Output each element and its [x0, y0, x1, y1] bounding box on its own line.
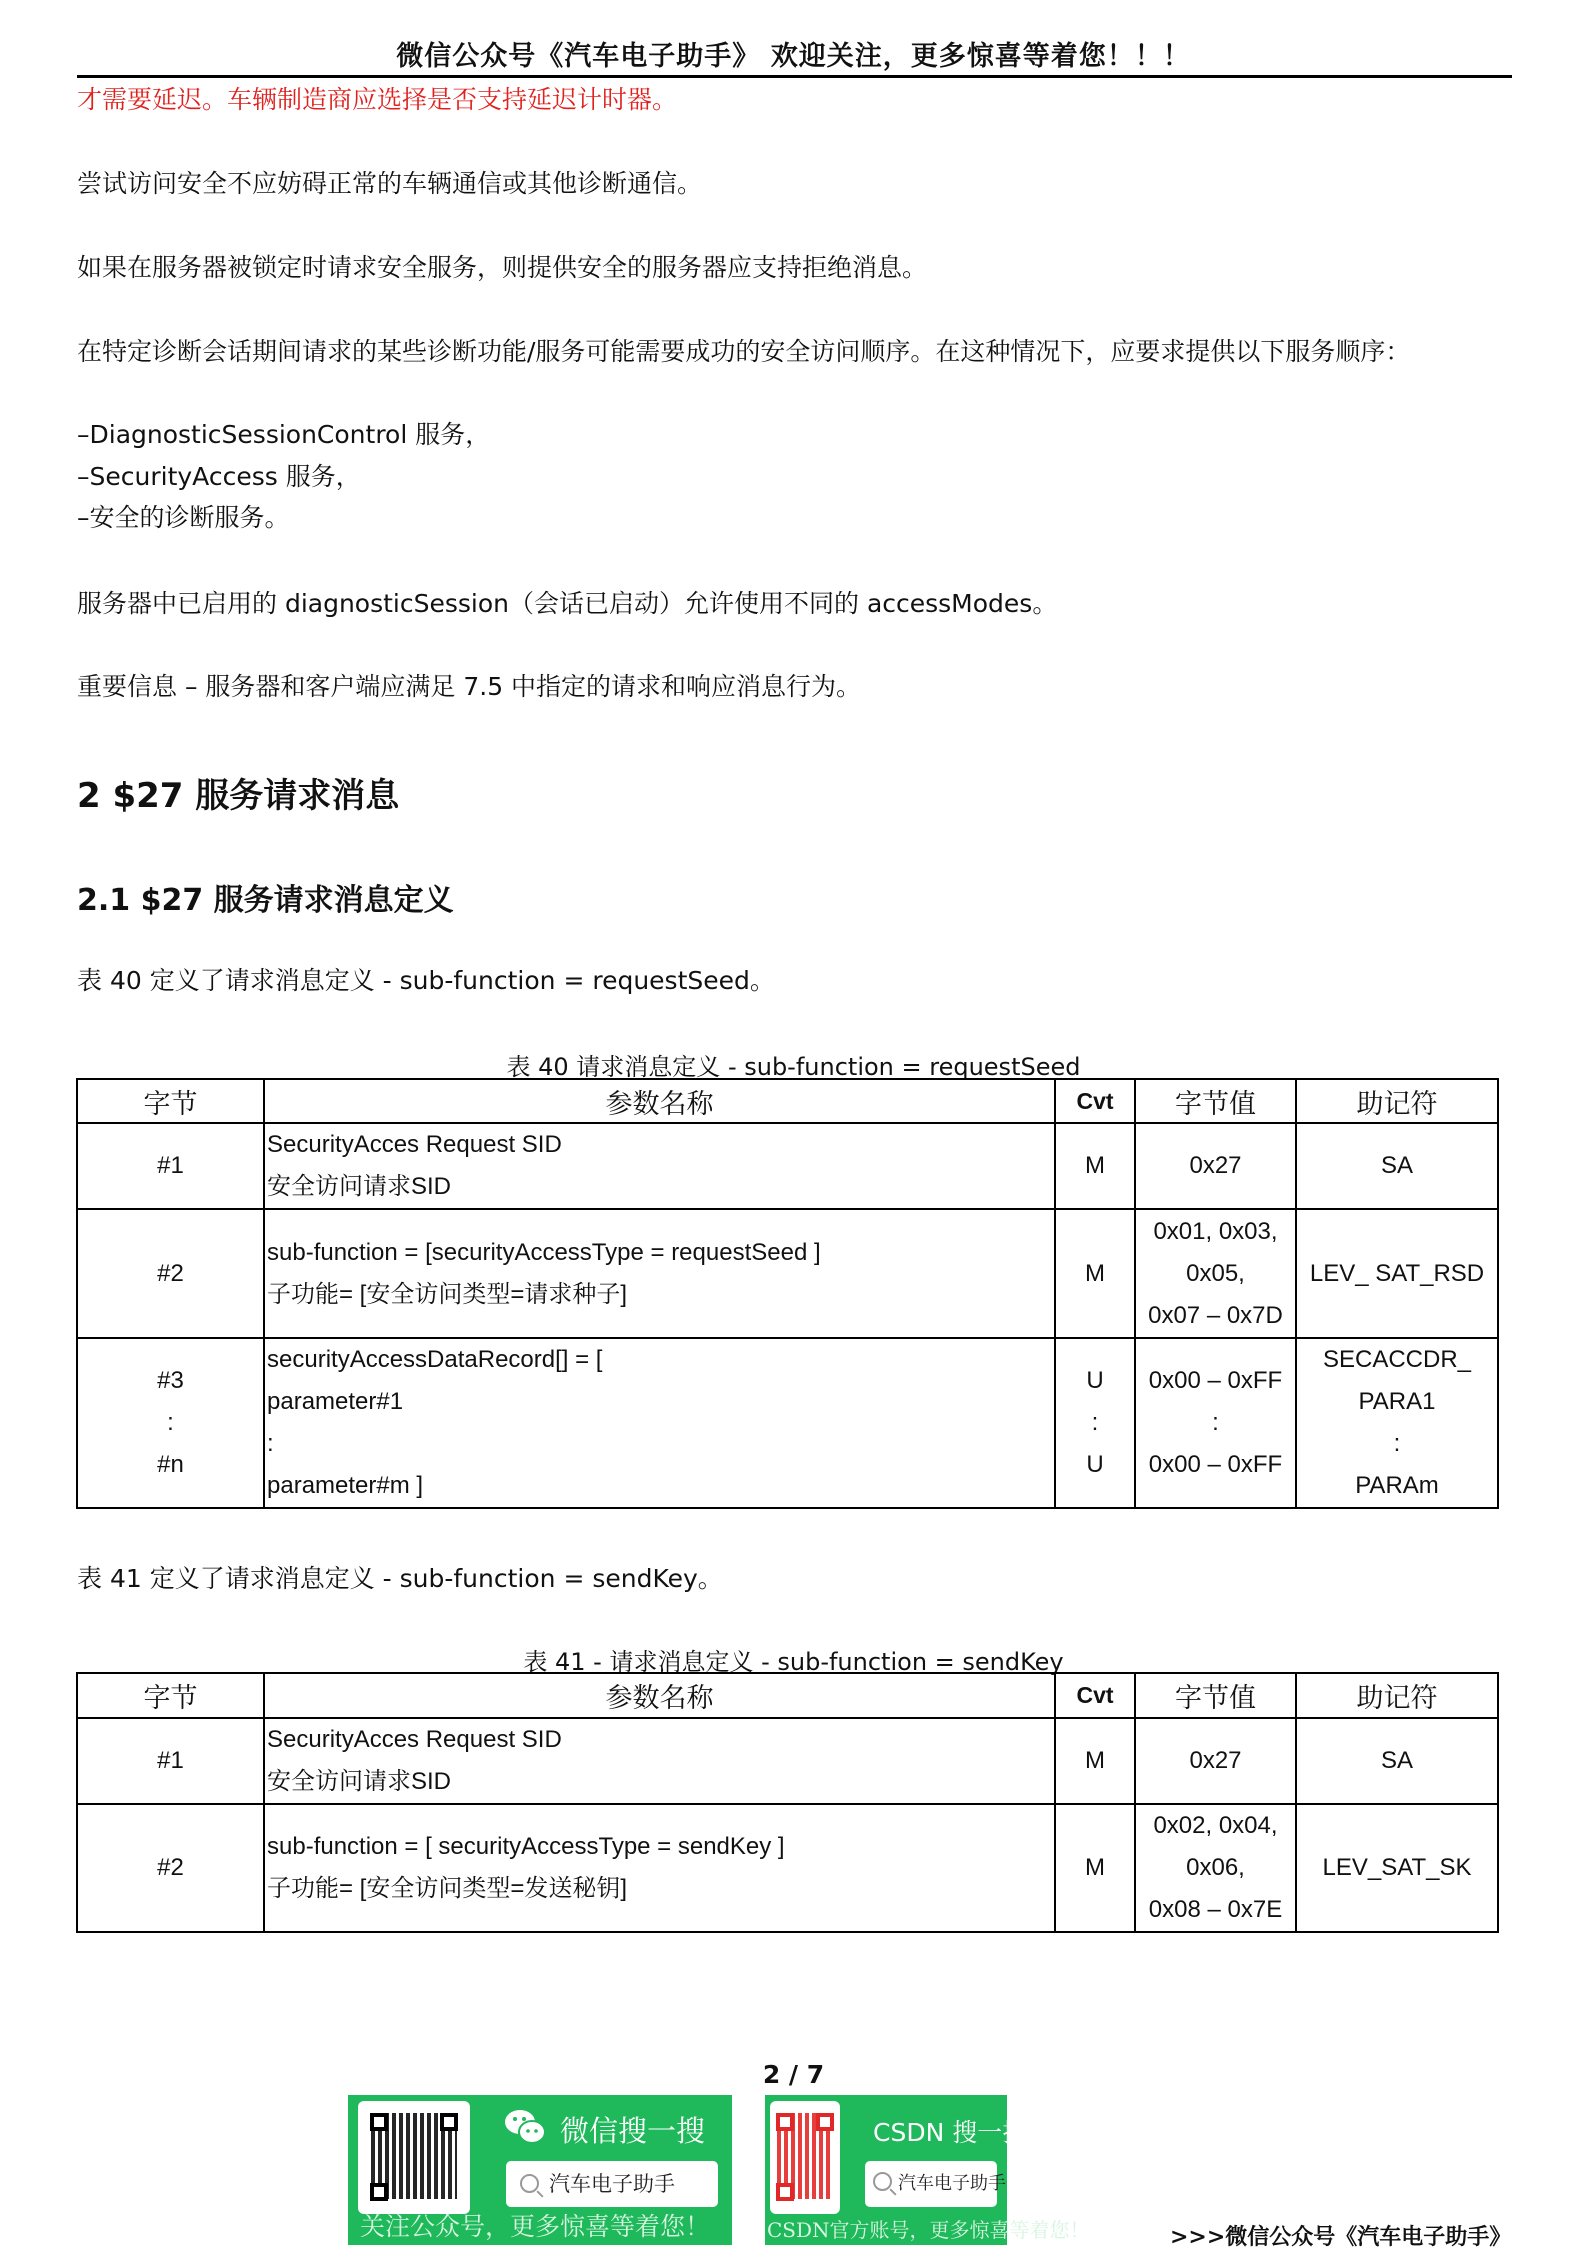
- table-41: [76, 1672, 1499, 1933]
- csdn-search-box[interactable]: [865, 2161, 1006, 2207]
- table-row: [77, 1209, 1498, 1338]
- header-byte: 字节: [77, 1673, 264, 1718]
- header-param: 参数名称: [264, 1079, 1055, 1123]
- list-item: –安全的诊断服务。: [77, 503, 290, 532]
- cell-param: securityAccessDataRecord[] = [ parameter#1 : parameter#m ]: [264, 1338, 1055, 1508]
- header-byte: 字节: [77, 1079, 264, 1123]
- cell-mnemonic: SA: [1296, 1123, 1498, 1209]
- wechat-search-text: 汽车电子助手: [549, 2172, 675, 2196]
- header-cvt: Cvt: [1055, 1079, 1135, 1123]
- paragraph-3: 在特定诊断会话期间请求的某些诊断功能/服务可能需要成功的安全访问顺序。在这种情况下，应要求提供以下服务顺序：: [77, 337, 1411, 366]
- table-header-row: [77, 1673, 1498, 1718]
- cell-cvt: M: [1055, 1718, 1135, 1804]
- paragraph-7: 表 41 定义了请求消息定义 - sub-function = sendKey。: [77, 1564, 723, 1593]
- table-row: [77, 1718, 1498, 1804]
- table-row: [77, 1123, 1498, 1209]
- wechat-account-link[interactable]: >>>微信公众号《汽车电子助手》: [1170, 2224, 1512, 2250]
- header-value: 字节值: [1135, 1079, 1296, 1123]
- cell-param: SecurityAcces Request SID 安全访问请求SID: [264, 1123, 1055, 1209]
- cell-mnemonic: LEV_SAT_SK: [1296, 1804, 1498, 1932]
- header-value: 字节值: [1135, 1673, 1296, 1718]
- csdn-search-banner[interactable]: [765, 2095, 1090, 2245]
- table-header-row: [77, 1079, 1498, 1123]
- header-param: 参数名称: [264, 1673, 1055, 1718]
- cell-value: 0x01, 0x03, 0x05, 0x07 – 0x7D: [1135, 1209, 1296, 1338]
- cell-cvt: M: [1055, 1804, 1135, 1932]
- paragraph-1: 尝试访问安全不应妨碍正常的车辆通信或其他诊断通信。: [77, 169, 703, 198]
- cell-mnemonic: SA: [1296, 1718, 1498, 1804]
- cell-byte: #1: [77, 1718, 264, 1804]
- wechat-qr-code: [358, 2101, 470, 2214]
- table-row: [77, 1804, 1498, 1932]
- paragraph-4: 服务器中已启用的 diagnosticSession（会话已启动）允许使用不同的 accessModes。: [77, 589, 1058, 618]
- paragraph-5: 重要信息 – 服务器和客户端应满足 7.5 中指定的请求和响应消息行为。: [77, 672, 862, 701]
- wechat-search-box[interactable]: [506, 2161, 718, 2207]
- wechat-icon: [503, 2107, 547, 2147]
- list-item: –DiagnosticSessionControl 服务，: [77, 420, 491, 449]
- section-heading: 2 $27 服务请求消息: [77, 776, 400, 816]
- header-cvt: Cvt: [1055, 1673, 1135, 1718]
- list-item: –SecurityAccess 服务，: [77, 462, 361, 491]
- table-40-caption: 表 40 请求消息定义 - sub-function = requestSeed: [506, 1053, 1081, 1081]
- red-note: 才需要延迟。车辆制造商应选择是否支持延迟计时器。: [77, 85, 678, 114]
- cell-value: 0x27: [1135, 1123, 1296, 1209]
- cell-byte: #3 : #n: [77, 1338, 264, 1508]
- csdn-banner-title: CSDN 搜一搜: [873, 2118, 1028, 2147]
- paragraph-2: 如果在服务器被锁定时请求安全服务，则提供安全的服务器应支持拒绝消息。: [77, 253, 928, 282]
- cell-byte: #2: [77, 1804, 264, 1932]
- wechat-banner-tagline: 关注公众号，更多惊喜等着您！: [360, 2212, 711, 2241]
- search-icon: [873, 2172, 892, 2191]
- wechat-search-banner[interactable]: [348, 2095, 732, 2245]
- header-mnemonic: 助记符: [1296, 1079, 1498, 1123]
- subsection-heading: 2.1 $27 服务请求消息定义: [77, 883, 454, 918]
- cell-byte: #2: [77, 1209, 264, 1338]
- page-header-title: 微信公众号《汽车电子助手》 欢迎关注，更多惊喜等着您！！！: [396, 41, 1191, 72]
- header-divider: [77, 75, 1512, 78]
- wechat-banner-title: 微信搜一搜: [560, 2114, 706, 2148]
- table-row: [77, 1338, 1498, 1508]
- paragraph-6: 表 40 定义了请求消息定义 - sub-function = requestSeed。: [77, 966, 775, 995]
- cell-mnemonic: SECACCDR_ PARA1 : PARAm: [1296, 1338, 1498, 1508]
- csdn-qr-code: [770, 2101, 840, 2214]
- csdn-banner-tagline: CSDN官方账号，更多惊喜等着您！: [767, 2218, 1090, 2242]
- cell-cvt: M: [1055, 1123, 1135, 1209]
- table-41-caption: 表 41 - 请求消息定义 - sub-function = sendKey: [523, 1648, 1064, 1676]
- cell-mnemonic: LEV_ SAT_RSD: [1296, 1209, 1498, 1338]
- cell-cvt: M: [1055, 1209, 1135, 1338]
- table-40: [76, 1078, 1499, 1509]
- cell-value: 0x27: [1135, 1718, 1296, 1804]
- page-number: 2 / 7: [762, 2060, 825, 2089]
- cell-param: sub-function = [securityAccessType = requestSeed ] 子功能= [安全访问类型=请求种子]: [264, 1209, 1055, 1338]
- csdn-search-text: 汽车电子助手: [898, 2173, 1006, 2194]
- cell-param: SecurityAcces Request SID 安全访问请求SID: [264, 1718, 1055, 1804]
- cell-value: 0x00 – 0xFF : 0x00 – 0xFF: [1135, 1338, 1296, 1508]
- cell-value: 0x02, 0x04, 0x06, 0x08 – 0x7E: [1135, 1804, 1296, 1932]
- cell-cvt: U : U: [1055, 1338, 1135, 1508]
- search-icon: [520, 2174, 539, 2193]
- header-mnemonic: 助记符: [1296, 1673, 1498, 1718]
- cell-param: sub-function = [ securityAccessType = sendKey ] 子功能= [安全访问类型=发送秘钥]: [264, 1804, 1055, 1932]
- cell-byte: #1: [77, 1123, 264, 1209]
